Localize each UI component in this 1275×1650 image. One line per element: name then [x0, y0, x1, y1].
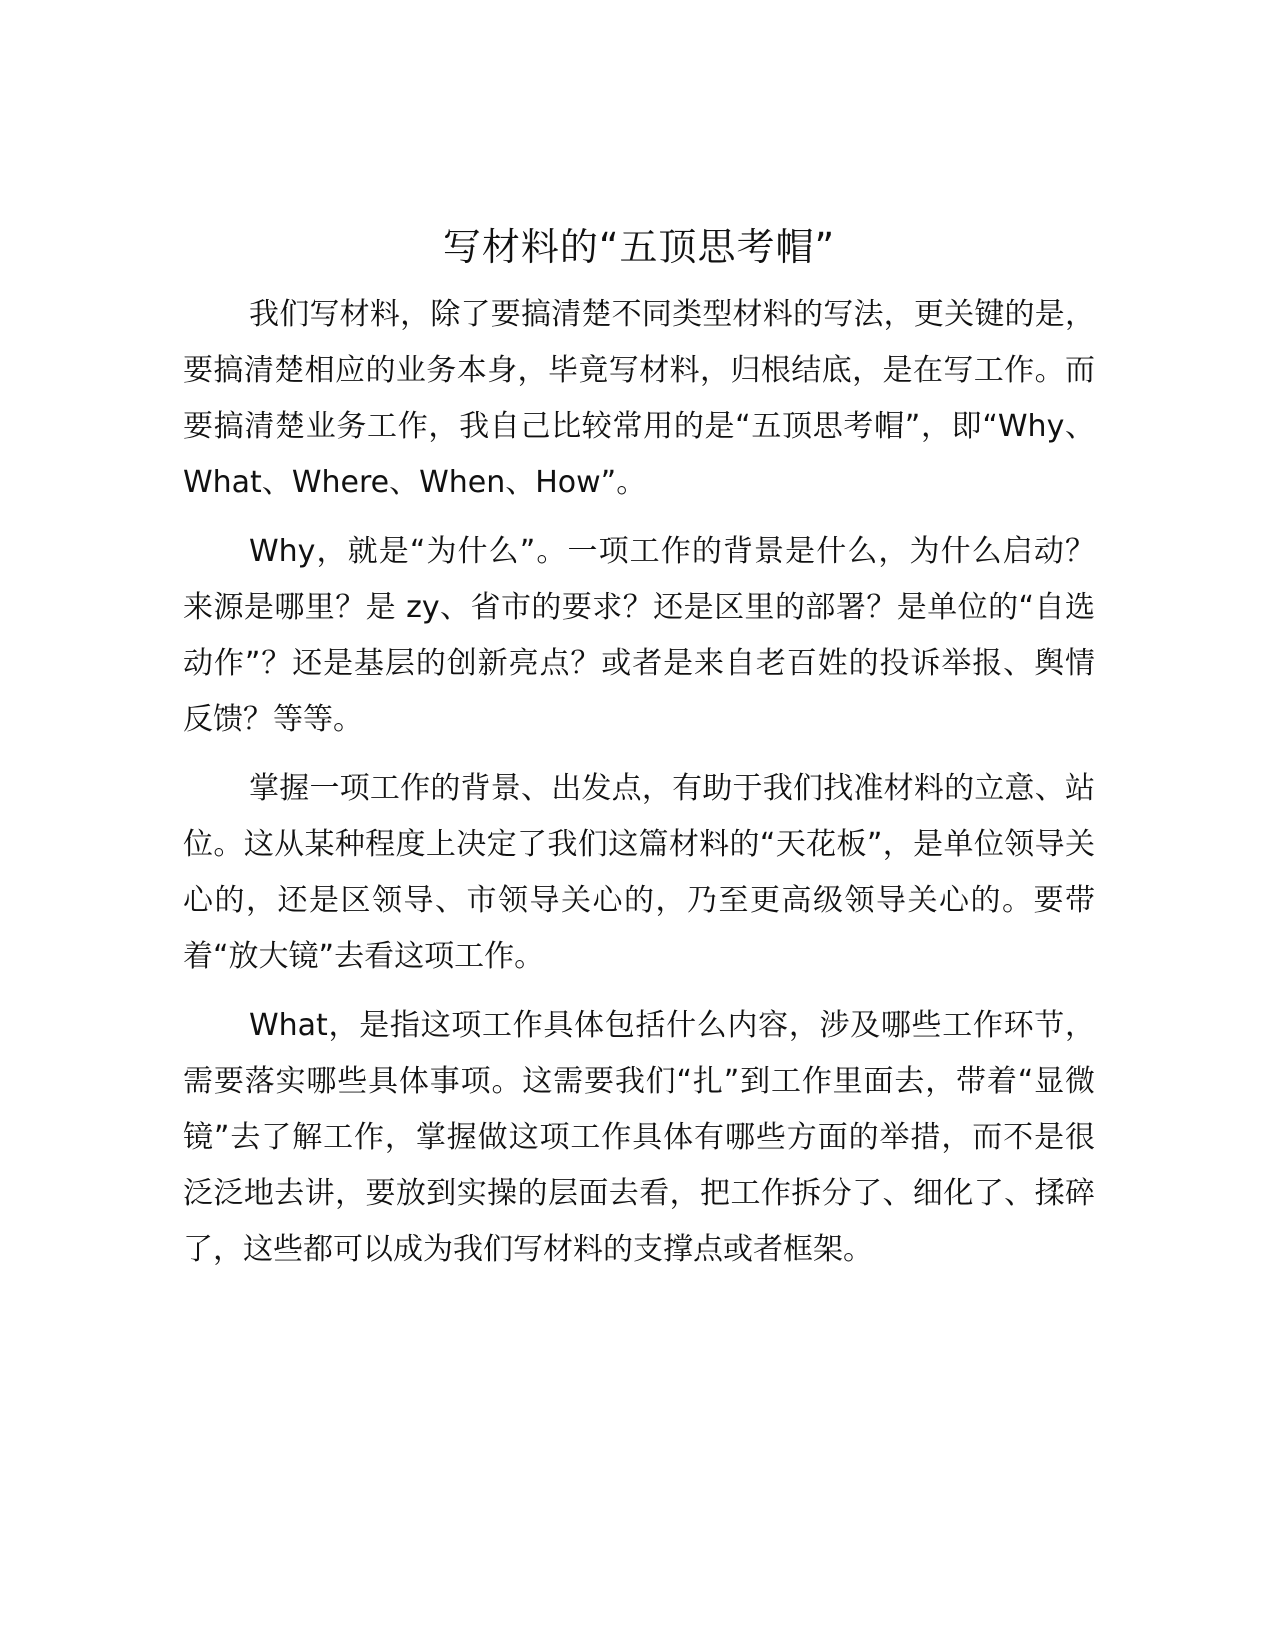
- document-title: 写材料的“五顶思考帽”: [442, 225, 836, 269]
- document-body: [183, 222, 1095, 1278]
- paragraph-what: What，是指这项工作具体包括什么内容，涉及哪些工作环节，需要落实哪些具体事项。这需要我们“扎”到工作里面去，带着“显微镜”去了解工作，掌握做这项工作具体有哪些方面的举措，而不是很泛泛地去讲，要放到实操的层面去看，把工作拆分了、细化了、揉碎了，这些都可以成为我们写材料的支撑点或者框架。: [183, 1008, 1095, 1267]
- paragraph-background: 掌握一项工作的背景、出发点，有助于我们找准材料的立意、站位。这从某种程度上决定了我们这篇材料的“天花板”，是单位领导关心的，还是区领导、市领导关心的，乃至更高级领导关心的。要带着“放大镜”去看这项工作。: [183, 771, 1095, 974]
- paragraph-intro: 我们写材料，除了要搞清楚不同类型材料的写法，更关键的是，要搞清楚相应的业务本身，毕竟写材料，归根结底，是在写工作。而要搞清楚业务工作，我自己比较常用的是“五顶思考帽”，即“Why、What、Where、When、How”。: [183, 297, 1095, 500]
- paragraph-why: Why，就是“为什么”。一项工作的背景是什么，为什么启动？来源是哪里？是 zy、省市的要求？还是区里的部署？是单位的“自选动作”？还是基层的创新亮点？或者是来自老百姓的投诉举报、舆情反馈？等等。: [183, 534, 1095, 737]
